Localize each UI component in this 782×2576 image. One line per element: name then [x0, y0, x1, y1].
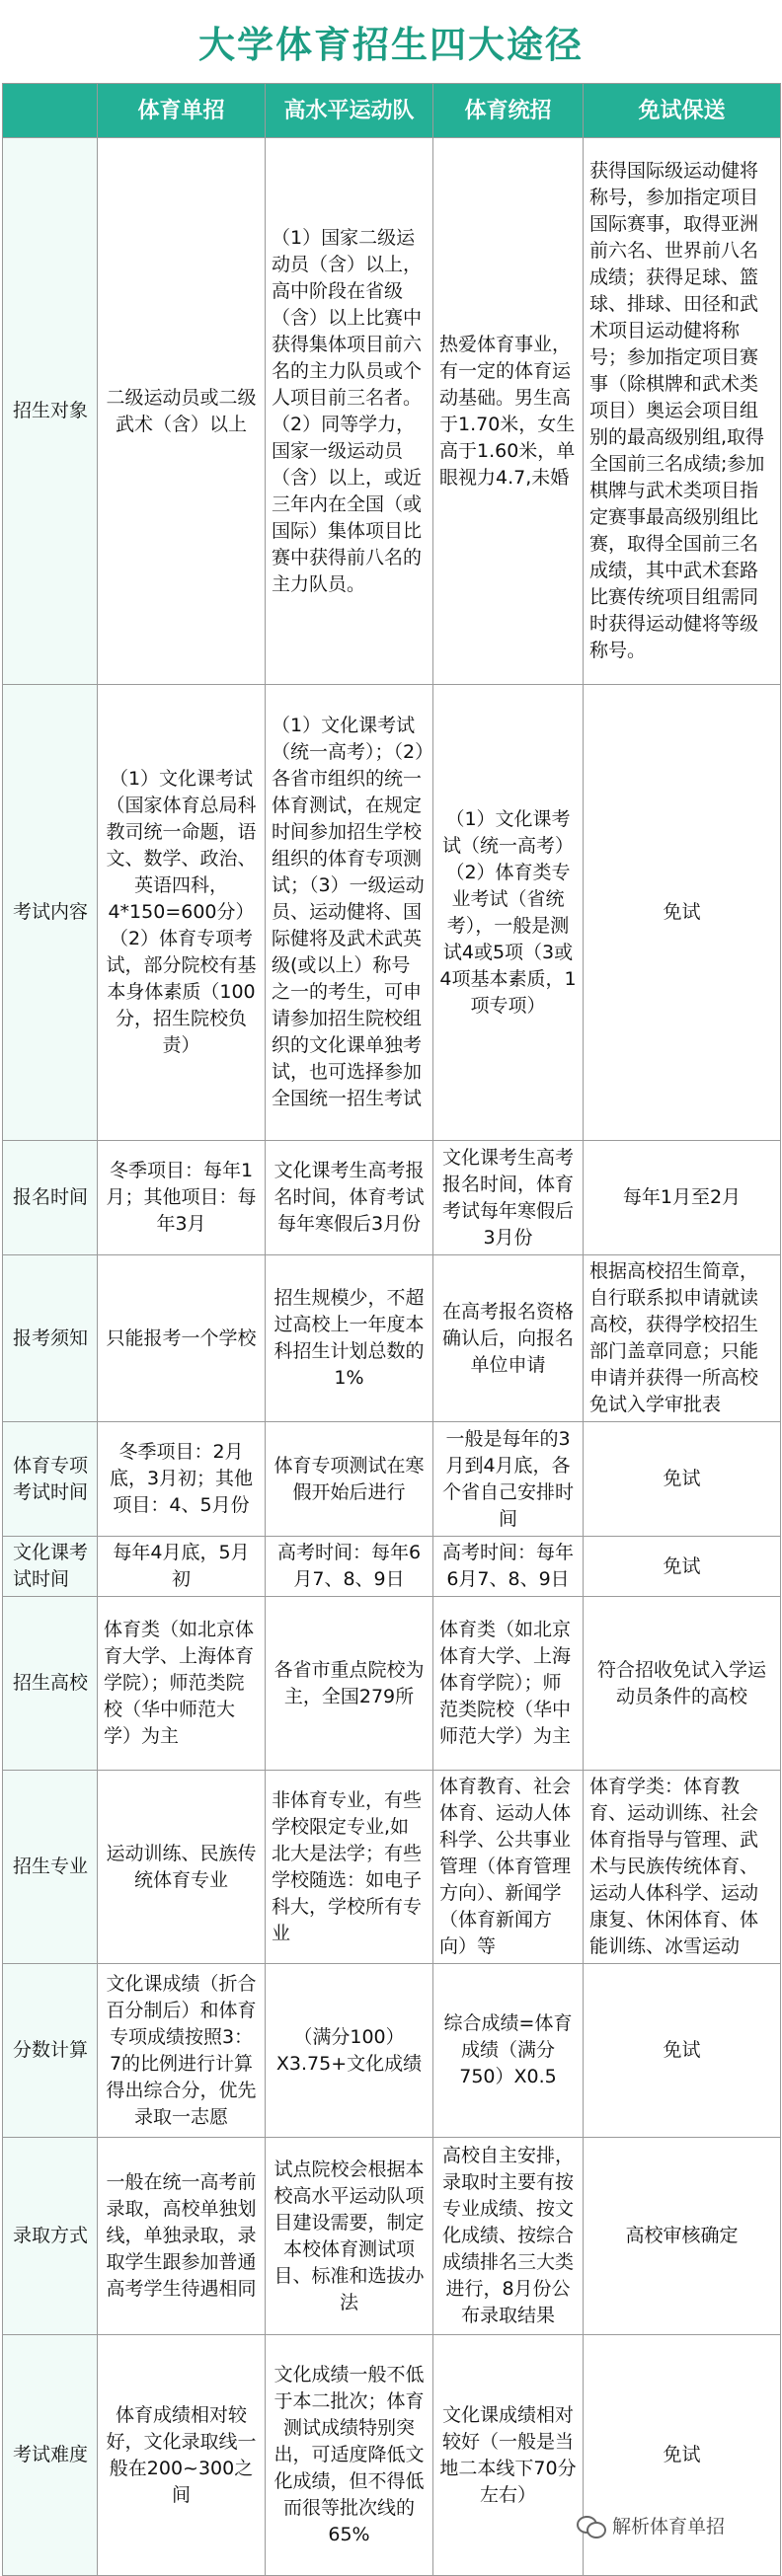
table-cell: 运动训练、民族传统体育专业 — [98, 1771, 266, 1964]
table-cell: 免试 — [584, 1537, 781, 1597]
table-cell: 一般是每年的3月到4月底，各个省自己安排时间 — [433, 1422, 584, 1537]
row-label: 录取方式 — [3, 2138, 98, 2335]
table-cell: 每年1月至2月 — [584, 1141, 781, 1255]
table-cell: 冬季项目：每年1月；其他项目：每年3月 — [98, 1141, 266, 1255]
row-label: 文化课考试时间 — [3, 1537, 98, 1597]
table-cell: （1）文化课考试（统一高考）；（2）各省市组织的统一体育测试，在规定时间参加招生学校组织的体育专项测试；（3）一级运动员、运动健将、国际健将及武术武英级(或以上）称号之一的考生，可申请参加招生院校组织的文化课单独考试，也可选择参加全国统一招生考试 — [266, 685, 433, 1141]
table-cell: 体育类（如北京体育大学、上海体育学院）；师范类院校（华中师范大学）为主 — [433, 1597, 584, 1771]
table-cell: 文化成绩一般不低于本二批次；体育测试成绩特别突出，可适度降低文化成绩，但不得低而很等批次线的65% — [266, 2335, 433, 2576]
row-label: 体育专项考试时间 — [3, 1422, 98, 1537]
row-label: 报名时间 — [3, 1141, 98, 1255]
table-cell: 高校自主安排，录取时主要有按专业成绩、按文化成绩、按综合成绩排名三大类进行，8月份公布录取结果 — [433, 2138, 584, 2335]
table-cell: 体育教育、社会体育、运动人体科学、公共事业管理（体育管理方向）、新闻学（体育新闻方向）等 — [433, 1771, 584, 1964]
row-label: 报考须知 — [3, 1255, 98, 1422]
table-cell: 免试 — [584, 1422, 781, 1537]
table-cell: 免试 — [584, 2335, 781, 2576]
row-label: 考试内容 — [3, 685, 98, 1141]
header-single-recruit: 体育单招 — [98, 84, 266, 138]
table-cell: 文化课成绩（折合百分制后）和体育专项成绩按照3：7的比例进行计算得出综合分，优先录取一志愿 — [98, 1964, 266, 2138]
table-cell: 冬季项目：2月底，3月初；其他项目：4、5月份 — [98, 1422, 266, 1537]
row-label: 分数计算 — [3, 1964, 98, 2138]
wechat-icon — [577, 2514, 606, 2538]
table-cell: 文化课考生高考报名时间，体育考试每年寒假后3月份 — [433, 1141, 584, 1255]
watermark — [577, 2512, 725, 2538]
header-corner — [3, 84, 98, 138]
table-cell: （满分100）X3.75+文化成绩 — [266, 1964, 433, 2138]
table-cell: 在高考报名资格确认后，向报名单位申请 — [433, 1255, 584, 1422]
table-row — [3, 138, 781, 685]
table-row — [3, 2335, 781, 2576]
table-cell: 获得国际级运动健将称号，参加指定项目国际赛事，取得亚洲前六名、世界前八名成绩；获得足球、篮球、排球、田径和武术项目运动健将称号；参加指定项目赛事（除棋牌和武术类项目）奥运会项目组别的最高级别组,取得全国前三名成绩;参加棋牌与武术类项目指定赛事最高级别组比赛，取得全国前三名成绩，其中武术套路比赛传统项目组需同时获得运动健将等级称号。 — [584, 138, 781, 685]
table-cell: 免试 — [584, 1964, 781, 2138]
table-row — [3, 1537, 781, 1597]
table-cell: （1）国家二级运动员（含）以上，高中阶段在省级（含）以上比赛中获得集体项目前六名的主力队员或个人项目前三名者。（2）同等学力，国家一级运动员（含）以上，或近三年内在全国（或国际）集体项目比赛中获得前八名的主力队员。 — [266, 138, 433, 685]
table-cell: 高考时间：每年6月7、8、9日 — [433, 1537, 584, 1597]
table-cell: 热爱体育事业，有一定的体育运动基础。男生高于1.70米，女生高于1.60米，单眼视力4.7,未婚 — [433, 138, 584, 685]
table-cell: 文化课成绩相对较好（一般是当地二本线下70分左右） — [433, 2335, 584, 2576]
table-cell: 综合成绩=体育成绩（满分750）X0.5 — [433, 1964, 584, 2138]
table-row — [3, 1422, 781, 1537]
header-high-level-team: 高水平运动队 — [266, 84, 433, 138]
table-cell: 非体育专业，有些学校限定专业,如北大是法学；有些学校随选：如电子科大，学校所有专业 — [266, 1771, 433, 1964]
table-cell: 符合招收免试入学运动员条件的高校 — [584, 1597, 781, 1771]
table-cell: （1）文化课考试（国家体育总局科教司统一命题，语文、数学、政治、英语四科，4*150=600分）（2）体育专项考试，部分院校有基本身体素质（100分，招生院校负责） — [98, 685, 266, 1141]
table-cell: 体育成绩相对较好，文化录取线一般在200~300之间 — [98, 2335, 266, 2576]
table-cell: 二级运动员或二级武术（含）以上 — [98, 138, 266, 685]
table-cell: 高考时间：每年6月7、8、9日 — [266, 1537, 433, 1597]
header-exempt: 免试保送 — [584, 84, 781, 138]
table-row — [3, 685, 781, 1141]
table-cell: 每年4月底，5月初 — [98, 1537, 266, 1597]
row-label: 考试难度 — [3, 2335, 98, 2576]
watermark-text: 解析体育单招 — [611, 2516, 725, 2538]
table-row — [3, 1255, 781, 1422]
table-cell: 体育学类：体育教育、运动训练、社会体育指导与管理、武术与民族传统体育、运动人体科学、运动康复、休闲体育、体能训练、冰雪运动 — [584, 1771, 781, 1964]
table-cell: 试点院校会根据本校高水平运动队项目建设需要，制定本校体育测试项目、标准和选拔办法 — [266, 2138, 433, 2335]
row-label: 招生对象 — [3, 138, 98, 685]
header-unified-recruit: 体育统招 — [433, 84, 584, 138]
table-cell: 招生规模少，不超过高校上一年度本科招生计划总数的1% — [266, 1255, 433, 1422]
table-row — [3, 1771, 781, 1964]
admission-table — [2, 83, 781, 2576]
table-cell: 一般在统一高考前录取，高校单独划线，单独录取，录取学生跟参加普通高考学生待遇相同 — [98, 2138, 266, 2335]
table-row — [3, 1141, 781, 1255]
row-label: 招生专业 — [3, 1771, 98, 1964]
table-cell: 各省市重点院校为主，全国279所 — [266, 1597, 433, 1771]
row-label: 招生高校 — [3, 1597, 98, 1771]
table-row — [3, 1964, 781, 2138]
table-cell: 体育类（如北京体育大学、上海体育学院）；师范类院校（华中师范大学）为主 — [98, 1597, 266, 1771]
header-row — [3, 84, 781, 138]
table-cell: 只能报考一个学校 — [98, 1255, 266, 1422]
table-cell: （1）文化课考试（统一高考）（2）体育类专业考试（省统考），一般是测试4或5项（3或4项基本素质，1项专项） — [433, 685, 584, 1141]
table-cell: 免试 — [584, 685, 781, 1141]
table-cell: 根据高校招生简章，自行联系拟申请就读高校，获得学校招生部门盖章同意；只能申请并获得一所高校免试入学审批表 — [584, 1255, 781, 1422]
table-cell: 文化课考生高考报名时间，体育考试每年寒假后3月份 — [266, 1141, 433, 1255]
table-row — [3, 1597, 781, 1771]
page-title: 大学体育招生四大途径 — [198, 24, 584, 66]
table-row — [3, 2138, 781, 2335]
table-cell: 高校审核确定 — [584, 2138, 781, 2335]
table-cell: 体育专项测试在寒假开始后进行 — [266, 1422, 433, 1537]
